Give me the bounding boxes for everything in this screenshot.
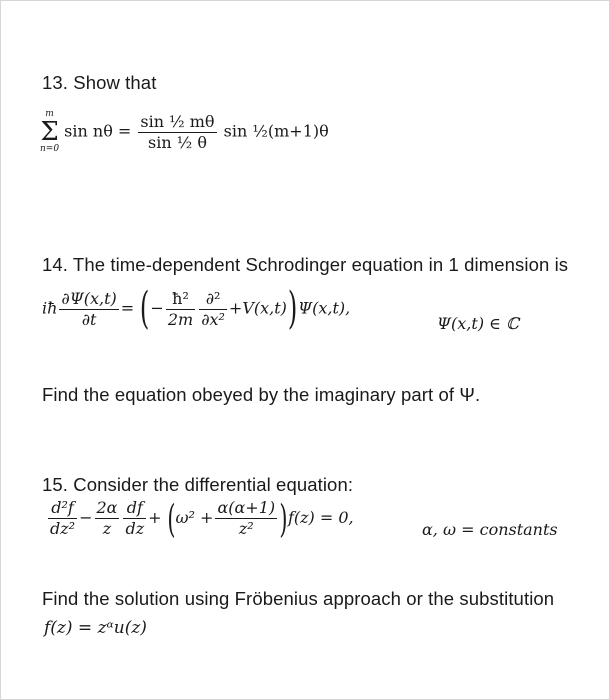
q14-lhs-den: ∂t	[81, 309, 97, 329]
q14-equals: =	[120, 298, 135, 318]
q14-k-den: 2m	[167, 309, 194, 329]
q14-instruction: Find the equation obeyed by the imaginary part of Ψ.	[42, 384, 481, 405]
q14-d-num: ∂²	[199, 289, 227, 310]
left-paren: (	[140, 283, 150, 334]
q15-fz: f(z) = 0,	[287, 508, 354, 527]
q14-minus: −	[150, 298, 164, 318]
sum-lower-limit: n=0	[40, 144, 60, 154]
q13-fraction	[138, 112, 216, 153]
q15-t1-fraction	[48, 498, 77, 539]
q15-t3-num: df	[123, 498, 146, 519]
q15-t2-fraction	[95, 498, 120, 539]
q14-domain: Ψ(x,t) ∈ ℂ	[437, 314, 519, 333]
sum-upper-limit: m	[45, 109, 54, 119]
ihbar: iħ	[42, 298, 58, 318]
q15-equation	[46, 498, 354, 539]
q14-hbar-fraction	[166, 289, 195, 330]
q14-d-den: ∂x²	[201, 309, 225, 329]
q13-lhs: sin nθ =	[64, 121, 132, 141]
q15-t2-num: 2α	[96, 498, 118, 517]
q15-t4-num: α(α+1)	[217, 498, 276, 517]
q15-constants: α, ω = constants	[422, 520, 558, 539]
q15-t1-num: d²f	[48, 498, 77, 519]
q14-k-num: ħ²	[166, 289, 195, 310]
q13-frac-num: sin ½ mθ	[140, 111, 215, 131]
q13-equation	[40, 110, 329, 154]
q15-substitution: f(z) = zᵅu(z)	[44, 618, 147, 638]
q15-omega: ω² +	[175, 508, 214, 527]
q14-derivative-fraction	[199, 289, 227, 330]
q14-heading: 14. The time-dependent Schrodinger equation in 1 dimension is	[42, 254, 569, 275]
q13-frac-den: sin ½ θ	[148, 132, 207, 152]
q15-plus: +	[148, 508, 162, 527]
right-paren: )	[287, 283, 298, 334]
q15-right-paren: )	[279, 496, 288, 541]
q15-t1-den: dz²	[50, 519, 76, 538]
q14-lhs-fraction	[59, 289, 118, 330]
summation-sign: m Σ n=0	[40, 109, 60, 154]
q15-heading: 15. Consider the differential equation:	[42, 474, 354, 495]
q15-t2-den: z	[102, 519, 112, 538]
q14-potential: +V(x,t)	[228, 298, 287, 318]
q15-t4-den: z²	[238, 519, 254, 538]
q15-t4-fraction	[215, 498, 277, 539]
q15-instruction: Find the solution using Fröbenius approach or the substitution	[42, 588, 555, 609]
q13-rhs-tail: sin ½(m+1)θ	[223, 121, 329, 141]
q15-left-paren: (	[166, 496, 176, 541]
q15-minus: −	[79, 508, 93, 527]
q15-t3-den: dz	[125, 519, 145, 538]
schrodinger-equation	[42, 283, 351, 334]
q14-lhs-num: ∂Ψ(x,t)	[61, 288, 117, 308]
q15-t3-fraction	[123, 498, 146, 539]
q14-psi: Ψ(x,t),	[298, 298, 351, 318]
q13-heading: 13. Show that	[42, 72, 157, 93]
